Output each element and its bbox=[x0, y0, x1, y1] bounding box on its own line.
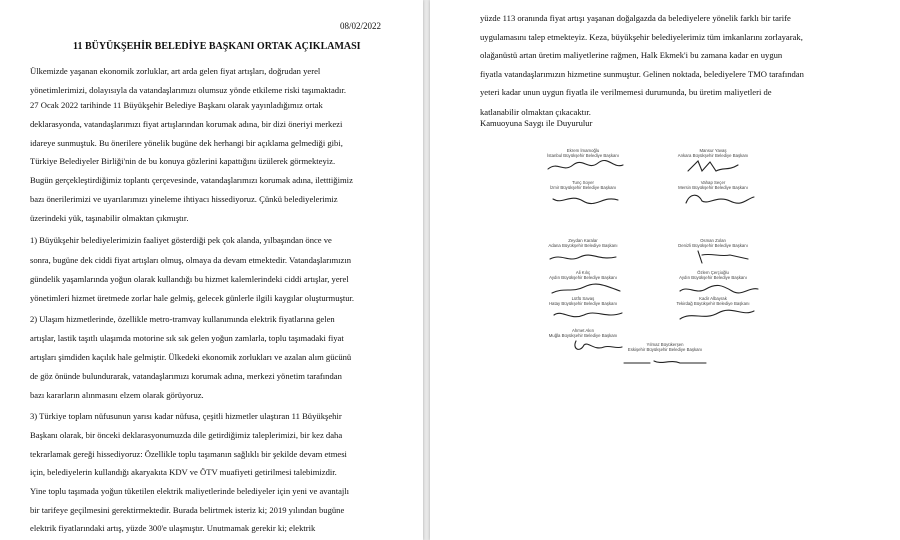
signatory-title: Aydın Büyükşehir Belediye Başkanı bbox=[679, 275, 747, 281]
signature bbox=[518, 270, 648, 297]
body-line: 1) Büyükşehir belediyelerimizin faaliyet gösterdiği pek çok alanda, yılbaşından önce ve bbox=[30, 235, 332, 245]
handwritten-signature bbox=[518, 191, 648, 207]
handwritten-signature bbox=[648, 249, 778, 265]
body-line: Yine toplu taşımada yoğun tüketilen elektrik maliyetlerinde belediyeler için yeni ve avantajlı bbox=[30, 486, 350, 496]
body-line: fiyatla vatandaşlarımızın hizmetine sunmuştur. Gelinen noktada, belediyelere TMO tarafından bbox=[480, 69, 804, 79]
signatory-title: Eskişehir Büyükşehir Belediye Başkanı bbox=[627, 347, 703, 353]
signature bbox=[518, 180, 648, 207]
body-line: artışlar, lastik taşıtlı ulaşımda motorine sık sık gelen yoğun zamlarla, toplu taşımadaki fiyat bbox=[30, 333, 344, 343]
signatory-name: Ekrem İmamoğlu bbox=[566, 148, 600, 153]
body-line: artışları şimdiden kaçılık hale gelmiştir. Ülkedeki ekonomik zorlukları ve azalan alım gücünü bbox=[30, 352, 352, 362]
signatory-name: Ahmet Akın bbox=[572, 328, 594, 333]
handwritten-signature bbox=[648, 159, 778, 175]
body-line: Bugün gerçekleştirdiğimiz toplantı çerçevesinde, vatandaşlarımızı korumak adına, iletttiğimiz bbox=[30, 175, 353, 185]
body-line: uygulamasını talep etmekteyiz. Keza, büyükşehir belediyelerimiz tüm imkanlarını zorlayarak, bbox=[480, 32, 803, 42]
body-line: Ülkemizde yaşanan ekonomik zorluklar, art arda gelen fiyat artışları, doğrudan yerel bbox=[30, 66, 321, 76]
signature bbox=[648, 148, 778, 175]
handwritten-signature bbox=[518, 159, 648, 175]
body-line: idareye sunmuştuk. Bu önerilere yönelik bugüne dek herhangi bir açıklama gelmediği gibi, bbox=[30, 138, 343, 148]
body-line: katlanabilir olmaktan çıkacaktır. bbox=[480, 107, 591, 117]
body-line: 3) Türkiye toplam nüfusunun yarısı kadar nüfusa, çeşitli hizmetler ulaştıran 11 Büyükşehir bbox=[30, 411, 342, 421]
signature bbox=[518, 238, 648, 265]
body-line: gündelik yaşamlarında yoğun olarak kullandığı bu hizmet kalemlerindeki ciddi artışlar, yerel bbox=[30, 274, 349, 284]
body-line: yeteri kadar unun uygun fiyatla ile verilmemesi durumunda, bu üretim maliyetleri de bbox=[480, 87, 772, 97]
document-date: 08/02/2022 bbox=[340, 21, 382, 31]
body-line: yönetimlerimizi, dolayısıyla da vatandaşlarımızı olumsuz yönde etkileme riski taşımaktadır. bbox=[30, 85, 346, 95]
signatory-title: Tekirdağ Büyükşehir Belediye Başkanı bbox=[676, 301, 750, 307]
signature bbox=[518, 148, 648, 175]
handwritten-signature bbox=[648, 281, 778, 297]
signature bbox=[518, 296, 648, 323]
signatory-title: Aydın Büyükşehir Belediye Başkanı bbox=[549, 275, 617, 281]
handwritten-signature bbox=[518, 249, 648, 265]
document-page-2 bbox=[430, 0, 900, 540]
signatory-title: Hatay Büyükşehir Belediye Başkanı bbox=[548, 301, 618, 307]
signatory-name: Ali Kılıç bbox=[575, 270, 591, 275]
body-line: 27 Ocak 2022 tarihinde 11 Büyükşehir Belediye Başkanı olarak yayınladığımız ortak bbox=[30, 100, 323, 110]
body-line: Türkiye Belediyeler Birliği'nin de bu konuya gözlerini kapattığını üzülerek görmekteyiz. bbox=[30, 156, 336, 166]
signatory-name: Zeydan Karalar bbox=[568, 238, 598, 243]
signatory-name: Mansur Yavaş bbox=[699, 148, 727, 153]
signatory-name: Yılmaz Büyükerşen bbox=[646, 342, 684, 347]
body-line: bazı kararların alınmasını elzem olarak görüyoruz. bbox=[30, 390, 204, 400]
body-line: bazı önerilerimizi ve uyarılarımızı yineleme ihtiyacı hissediyoruz. Çünkü belediyelerimiz bbox=[30, 194, 338, 204]
handwritten-signature bbox=[518, 307, 648, 323]
signatory-title: Denizli Büyükşehir Belediye Başkanı bbox=[678, 243, 748, 249]
body-line: de göz önünde bulundurarak, vatandaşlarımızı korumak adına, merkezi yönetim tarafından bbox=[30, 371, 342, 381]
closing-line: Kamuoyuna Saygı ile Duyurulur bbox=[480, 118, 593, 128]
signatory-title: İstanbul Büyükşehir Belediye Başkanı bbox=[547, 153, 619, 159]
handwritten-signature bbox=[648, 191, 778, 207]
signatory-title: Muğla Büyükşehir Belediye Başkanı bbox=[548, 333, 618, 339]
body-line: deklarasyonda, vatandaşlarımızı fiyat artışlarından korumak adına, bir dizi öneriyi merkezi bbox=[30, 119, 343, 129]
handwritten-signature bbox=[648, 307, 778, 323]
signatory-title: Adana Büyükşehir Belediye Başkanı bbox=[548, 243, 618, 249]
signature bbox=[648, 270, 778, 297]
body-line: yüzde 113 oranında fiyat artışı yaşanan doğalgazda da belediyelere yönelik farklı bir tarife bbox=[480, 13, 791, 23]
body-line: bir tarifeye geçilmesini gerektirmektedir. Burada belirtmek isteriz ki; 2019 yılından bugüne bbox=[30, 505, 345, 515]
body-line: Başkanı olarak, bir önceki deklarasyonumuzda dile getirdiğimiz taleplerimizi, bir kez daha bbox=[30, 430, 343, 440]
signatory-title: İzmir Büyükşehir Belediye Başkanı bbox=[549, 185, 617, 191]
signature bbox=[648, 180, 778, 207]
body-line: için, belediyelerin kullandığı akaryakıta KDV ve ÖTV muafiyeti getirilmesi talebimizdir. bbox=[30, 467, 337, 477]
signatory-name: Lütfü Savaş bbox=[571, 296, 595, 301]
signatory-name: Vahap Seçer bbox=[700, 180, 726, 185]
body-line: tekrarlamak gereği hissediyoruz: Özellikle toplu taşımanın sağlıklı bir şekilde devam etmesi bbox=[30, 449, 347, 459]
body-line: elektrik fiyatlarındaki artış, yüzde 300'e ulaşmıştır. Unutmamak gerekir ki; elektrik bbox=[30, 523, 316, 533]
body-line: 2) Ulaşım hizmetlerinde, özellikle metro-tramvay kullanımında elektrik fiyatlarına gelen bbox=[30, 314, 335, 324]
body-line: üzerindeki yük, taşınabilir olmaktan çıkmıştır. bbox=[30, 213, 189, 223]
handwritten-signature bbox=[600, 353, 730, 369]
signature bbox=[600, 342, 730, 369]
signatory-title: Ankara Büyükşehir Belediye Başkanı bbox=[677, 153, 749, 159]
signatory-name: Osman Zolan bbox=[700, 238, 726, 243]
signature bbox=[648, 296, 778, 323]
document-page-1 bbox=[0, 0, 423, 540]
body-line: yönetimleri hizmet üretmede zorlar hale gelmiş, gelecek günlerle ilgili kaygılar oluşturmuştur. bbox=[30, 293, 355, 303]
signatory-title: Mersin Büyükşehir Belediye Başkanı bbox=[678, 185, 748, 191]
signatory-name: Tunç Soyer bbox=[572, 180, 594, 185]
signatory-name: Kadir Albayrak bbox=[699, 296, 727, 301]
document-title: 11 BÜYÜKŞEHİR BELEDİYE BAŞKANI ORTAK AÇIKLAMASI bbox=[73, 41, 361, 52]
signature bbox=[648, 238, 778, 265]
signatory-name: Özlem Çerçioğlu bbox=[697, 270, 729, 275]
handwritten-signature bbox=[518, 281, 648, 297]
body-line: sonra, bugüne dek ciddi fiyat artışları olmuş, olmaya da devam etmektedir. Vatandaşlarımızın bbox=[30, 255, 352, 265]
body-line: olağanüstü artan üretim maliyetlerine rağmen, Halk Ekmek'i bu zamana kadar en uygun bbox=[480, 50, 783, 60]
